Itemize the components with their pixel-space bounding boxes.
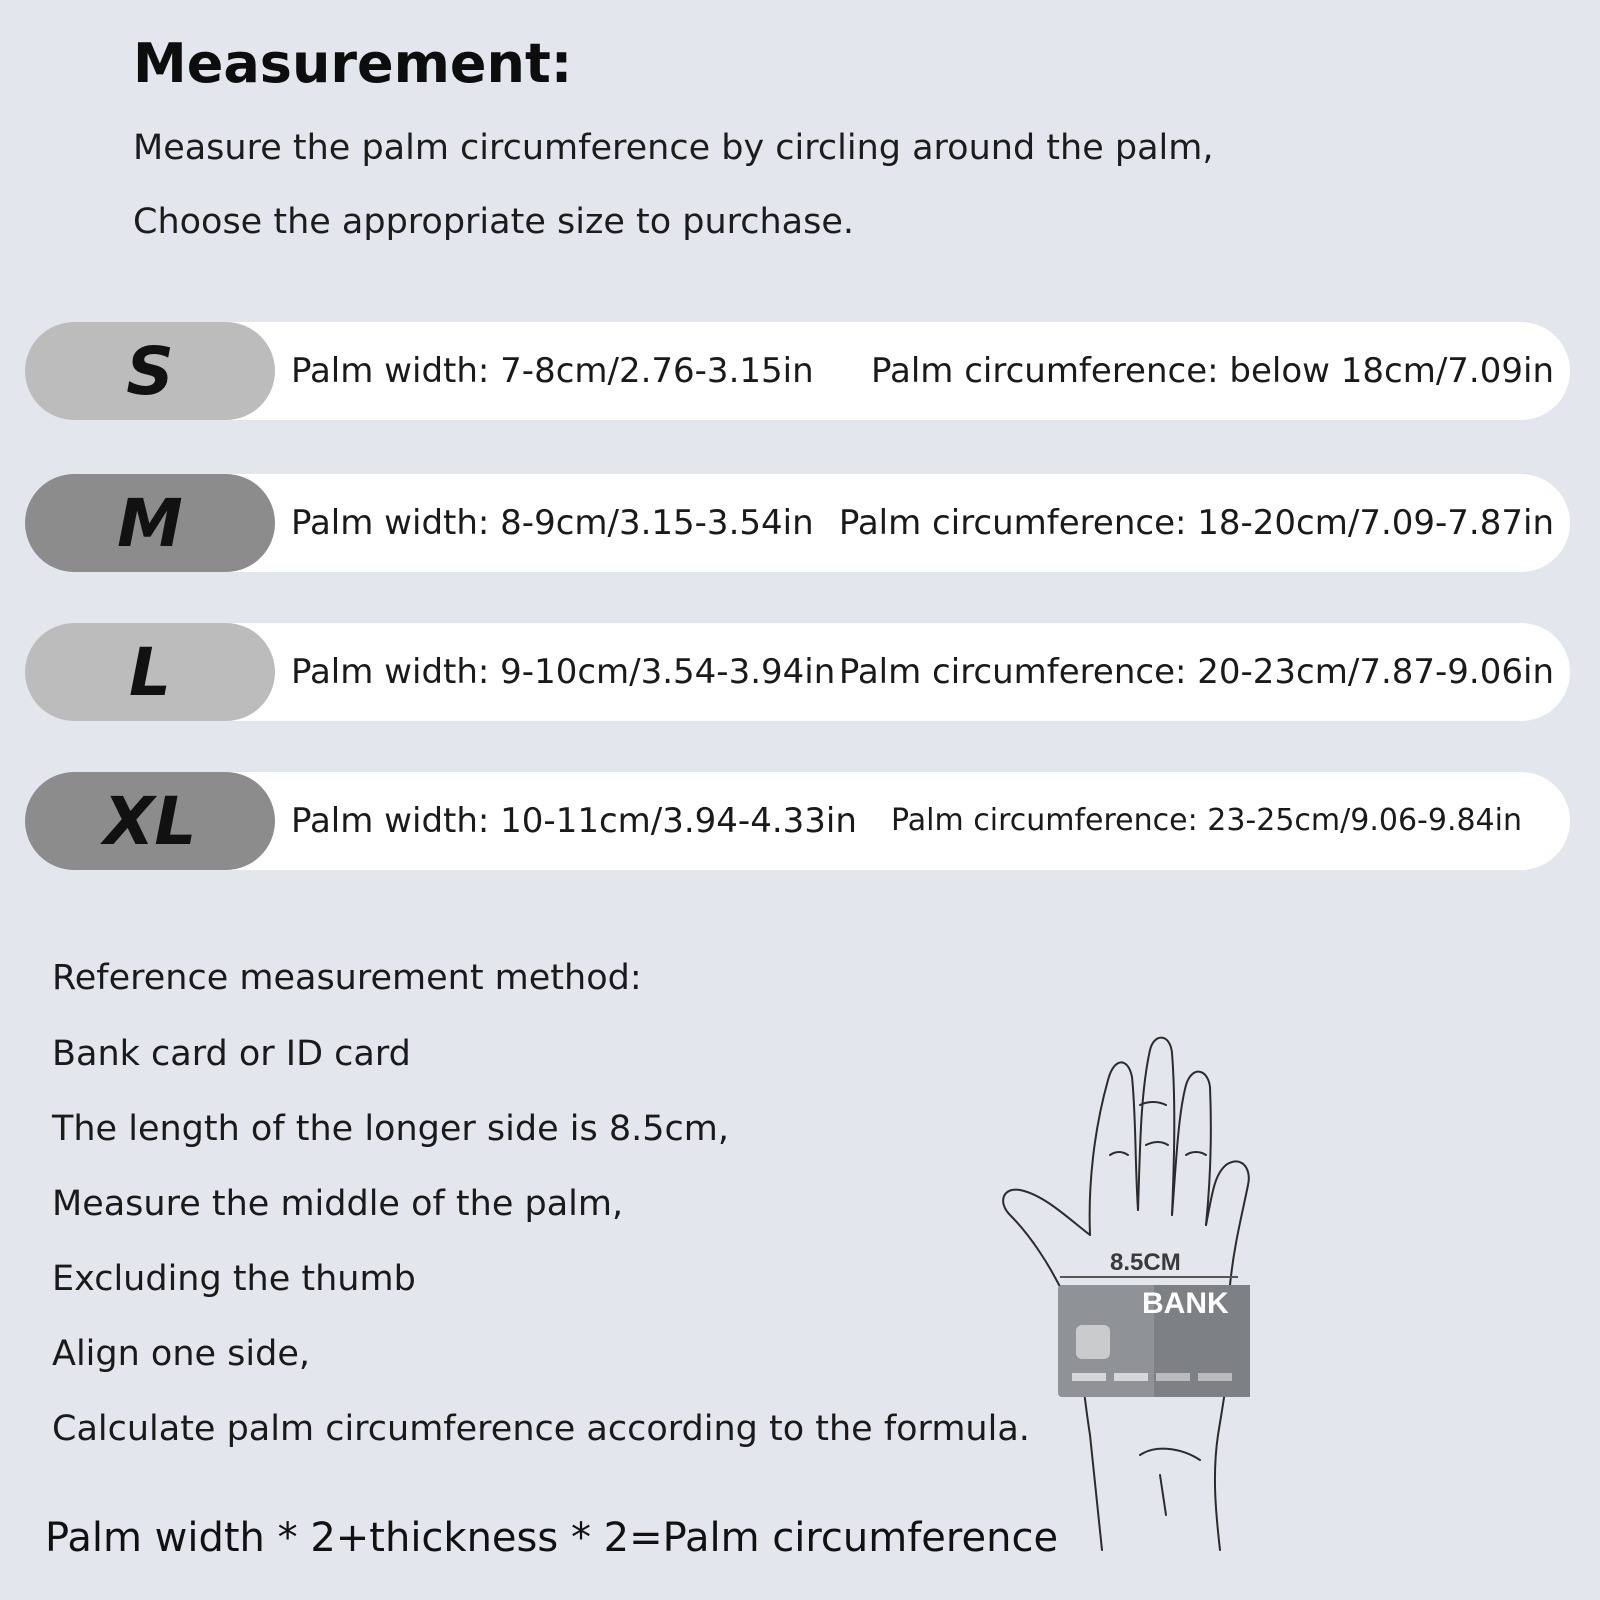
size-row-l: [25, 623, 1570, 721]
reference-line: Excluding the thumb: [52, 1259, 416, 1299]
formula: Palm width * 2+thickness * 2=Palm circumference: [45, 1515, 1059, 1561]
palm-circumference-xl: Palm circumference: 23-25cm/9.06-9.84in: [891, 803, 1522, 838]
intro-line-2: Choose the appropriate size to purchase.: [133, 202, 855, 242]
palm-circumference-l: Palm circumference: 20-23cm/7.87-9.06in: [838, 652, 1554, 692]
page-title: Measurement:: [133, 32, 573, 95]
size-badge-m: M: [25, 474, 275, 572]
palm-width-s: Palm width: 7-8cm/2.76-3.15in: [291, 351, 814, 391]
reference-line: Align one side,: [52, 1334, 311, 1374]
card-measure-label: 8.5CM: [1110, 1249, 1181, 1276]
size-row-xl: [25, 772, 1570, 870]
intro-line-1: Measure the palm circumference by circling around the palm,: [133, 128, 1214, 168]
reference-line: Calculate palm circumference according to the formula.: [52, 1409, 1030, 1449]
reference-line: Measure the middle of the palm,: [52, 1184, 624, 1224]
palm-circumference-s: Palm circumference: below 18cm/7.09in: [871, 351, 1554, 391]
palm-width-l: Palm width: 9-10cm/3.54-3.94in: [291, 652, 836, 692]
reference-line: Bank card or ID card: [52, 1034, 411, 1074]
hand-with-card-illustration: [990, 1035, 1280, 1555]
card-bank-label: BANK: [1142, 1287, 1229, 1320]
reference-heading: Reference measurement method:: [52, 958, 642, 998]
palm-width-m: Palm width: 8-9cm/3.15-3.54in: [291, 503, 814, 543]
palm-circumference-m: Palm circumference: 18-20cm/7.09-7.87in: [838, 503, 1554, 543]
size-row-m: [25, 474, 1570, 572]
size-badge-xl: XL: [25, 772, 275, 870]
size-badge-s: S: [25, 322, 275, 420]
size-badge-l: L: [25, 623, 275, 721]
size-row-s: [25, 322, 1570, 420]
reference-line: The length of the longer side is 8.5cm,: [52, 1109, 729, 1149]
palm-width-xl: Palm width: 10-11cm/3.94-4.33in: [291, 801, 857, 841]
